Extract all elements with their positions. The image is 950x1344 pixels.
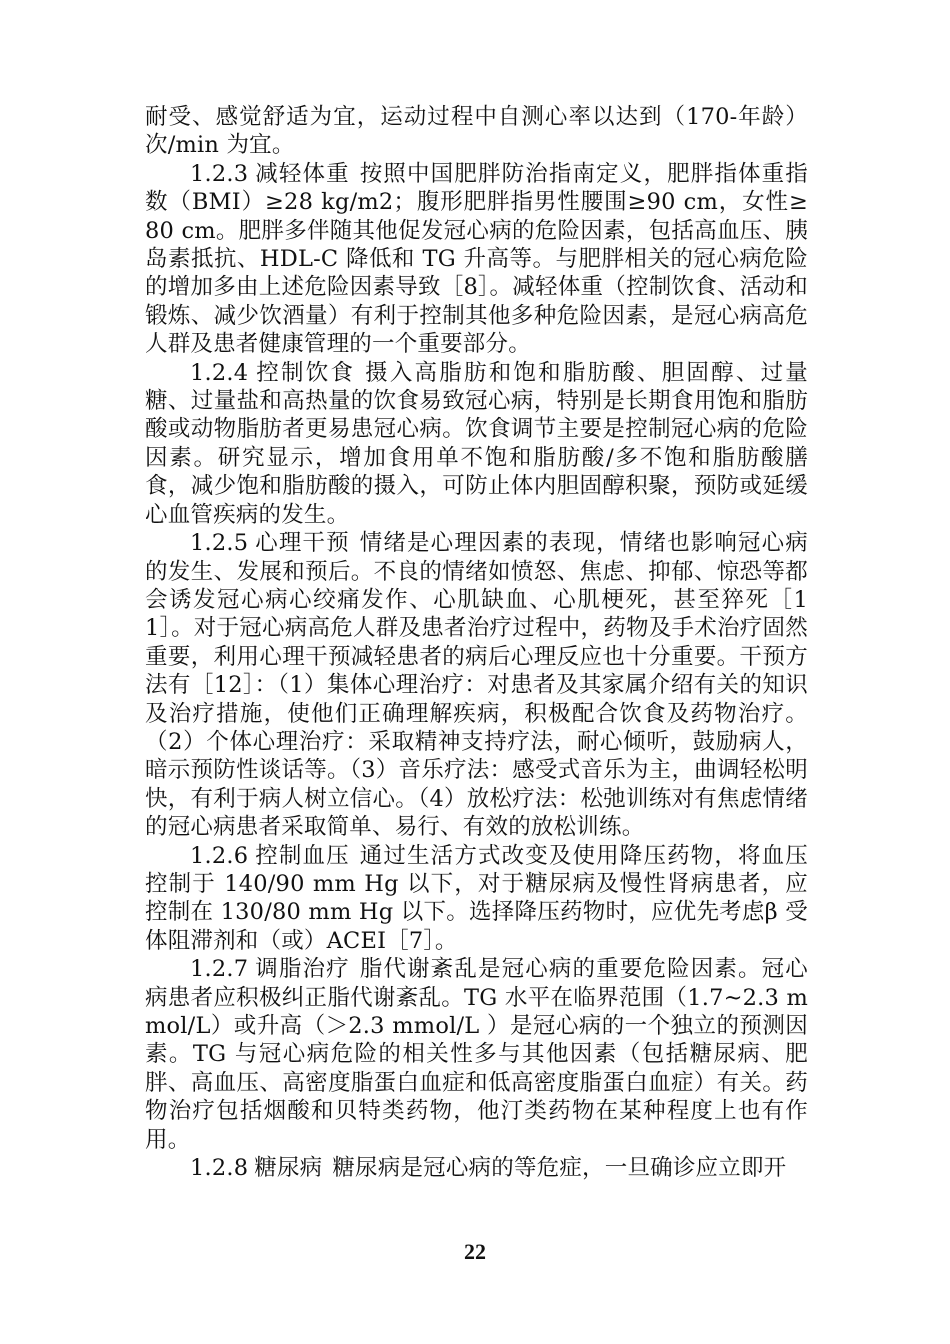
paragraph-text: 情绪是心理因素的表现，情绪也影响冠心病的发生、发展和预后。不良的情绪如愤怒、焦虑、抑郁、惊恐等都会诱发冠心病心绞痛发作、心肌缺血、心肌梗死，甚至猝死［11］。对于冠心病高危人群及患者治疗过程中，药物及手术治疗固然重要，利用心理干预减轻患者的病后心理反应也十分重要。干预方法有［12］：（1）集体心理治疗：对患者及其家属介绍有关的知识及治疗措施，使他们正确理解疾病，积极配合饮食及药物治疗。（2）个体心理治疗：采取精神支持疗法，耐心倾听，鼓励病人，暗示预防性谈话等。（3）音乐疗法：感受式音乐为主，曲调轻松明快，有利于病人树立信心。（4）放松疗法：松弛训练对有焦虑情绪的冠心病患者采取简单、易行、有效的放松训练。: [145, 530, 808, 841]
section-number: 1.2.6: [190, 842, 249, 869]
page-number: 22: [464, 1239, 486, 1264]
section-title: 糖尿病: [254, 1155, 323, 1182]
section-paragraph: [145, 842, 808, 956]
section-number: 1.2.7: [190, 956, 249, 983]
section-title: 心理干预: [254, 530, 350, 557]
section-number: 1.2.4: [190, 359, 249, 386]
section-paragraph: [145, 160, 808, 359]
paragraph-text: 按照中国肥胖防治指南定义，肥胖指体重指数（BMI）≥28 kg/m2；腹形肥胖指男性腰围≥90 cm，女性≥80 cm。肥胖多伴随其他促发冠心病的危险因素，包括高血压、胰岛素抵抗、HDL-C 降低和 TG 升高等。与肥胖相关的冠心病危险的增加多由上述危险因素导致［8］。减轻体重（控制饮食、活动和锻炼、减少饮酒量）有利于控制其他多种危险因素，是冠心病高危人群及患者健康管理的一个重要部分。: [145, 160, 808, 358]
section-number: 1.2.5: [190, 530, 249, 557]
section-paragraph: [145, 529, 808, 841]
section-number: 1.2.8: [190, 1155, 249, 1182]
paragraph-text: 摄入高脂肪和饱和脂肪酸、胆固醇、过量糖、过量盐和高热量的饮食易致冠心病，特别是长期食用饱和脂肪酸或动物脂肪者更易患冠心病。饮食调节主要是控制冠心病的危险因素。研究显示，增加食用单不饱和脂肪酸/多不饱和脂肪酸膳食，减少饱和脂肪酸的摄入，可防止体内胆固醇积聚，预防或延缓心血管疾病的发生。: [145, 359, 808, 528]
section-paragraph: [145, 359, 808, 529]
document-body: [145, 103, 808, 1182]
paragraph-text: 脂代谢紊乱是冠心病的重要危险因素。冠心病患者应积极纠正脂代谢紊乱。TG 水平在临界范围（1.7~2.3 mmol/L）或升高（＞2.3 mmol/L ）是冠心病的一个独立的预测因素。TG 与冠心病危险的相关性多与其他因素（包括糖尿病、肥胖、高血压、高密度脂蛋白血症和低高密度脂蛋白血症）有关。药物治疗包括烟酸和贝特类药物，他汀类药物在某种程度上也有作用。: [145, 956, 808, 1153]
section-title: 调脂治疗: [254, 956, 350, 983]
section-title: 控制血压: [254, 842, 350, 869]
section-paragraph: [145, 955, 808, 1154]
paragraph-text: 通过生活方式改变及使用降压药物，将血压控制于 140/90 mm Hg 以下，对于糖尿病及慢性肾病患者，应控制在 130/80 mm Hg 以下。选择降压药物时，应优先考虑β 受体阻滞剂和（或）ACEI［7］。: [145, 842, 808, 954]
section-title: 控制饮食: [254, 359, 356, 386]
section-paragraph: [145, 1154, 808, 1182]
paragraph-text: 耐受、感觉舒适为宜，运动过程中自测心率以达到（170-年龄）次/min 为宜。: [145, 104, 808, 159]
section-title: 减轻体重: [254, 160, 350, 187]
paragraph: [145, 103, 808, 160]
paragraph-text: 糖尿病是冠心病的等危症，一旦确诊应立即开: [332, 1155, 787, 1182]
section-number: 1.2.3: [190, 160, 249, 187]
